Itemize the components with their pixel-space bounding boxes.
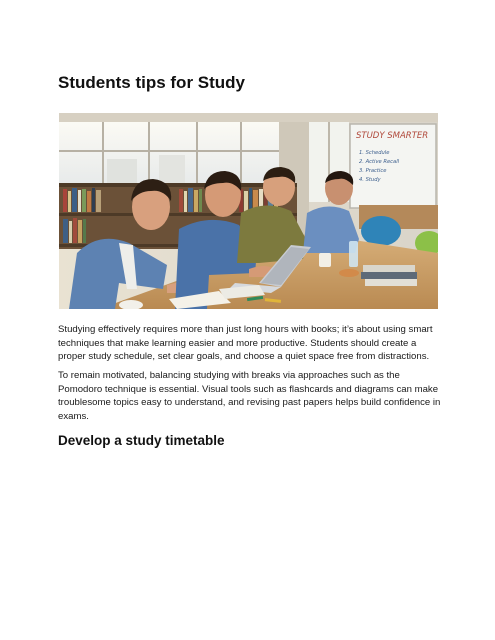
beanbag bbox=[361, 216, 401, 246]
whiteboard-item: 1. Schedule bbox=[359, 150, 390, 156]
book-stack bbox=[361, 265, 417, 286]
section-heading: Develop a study timetable bbox=[58, 433, 225, 448]
intro-paragraph: Studying effectively requires more than just long hours with books; it’s about using smart techniques that make learning easier and more productive. Students should create a proper study schedule, set clear goals, and choose a quiet space free from distractions. bbox=[58, 324, 433, 362]
whiteboard-item: 3. Practice bbox=[359, 168, 387, 174]
whiteboard bbox=[350, 124, 436, 208]
whiteboard-item: 4. Study bbox=[359, 177, 381, 183]
motivation-paragraph: To remain motivated, balancing studying with breaks via approaches such as the Pomodoro technique is essential. Visual tools such as flashcards and diagrams can make troublesome topics easy to understand, and revising past papers helps build confidence in exams. bbox=[58, 370, 441, 422]
whiteboard-title: STUDY SMARTER bbox=[356, 131, 429, 141]
page-title: Students tips for Study bbox=[58, 73, 245, 92]
students-studying-photo bbox=[59, 113, 438, 309]
whiteboard-item: 2. Active Recall bbox=[359, 159, 400, 165]
